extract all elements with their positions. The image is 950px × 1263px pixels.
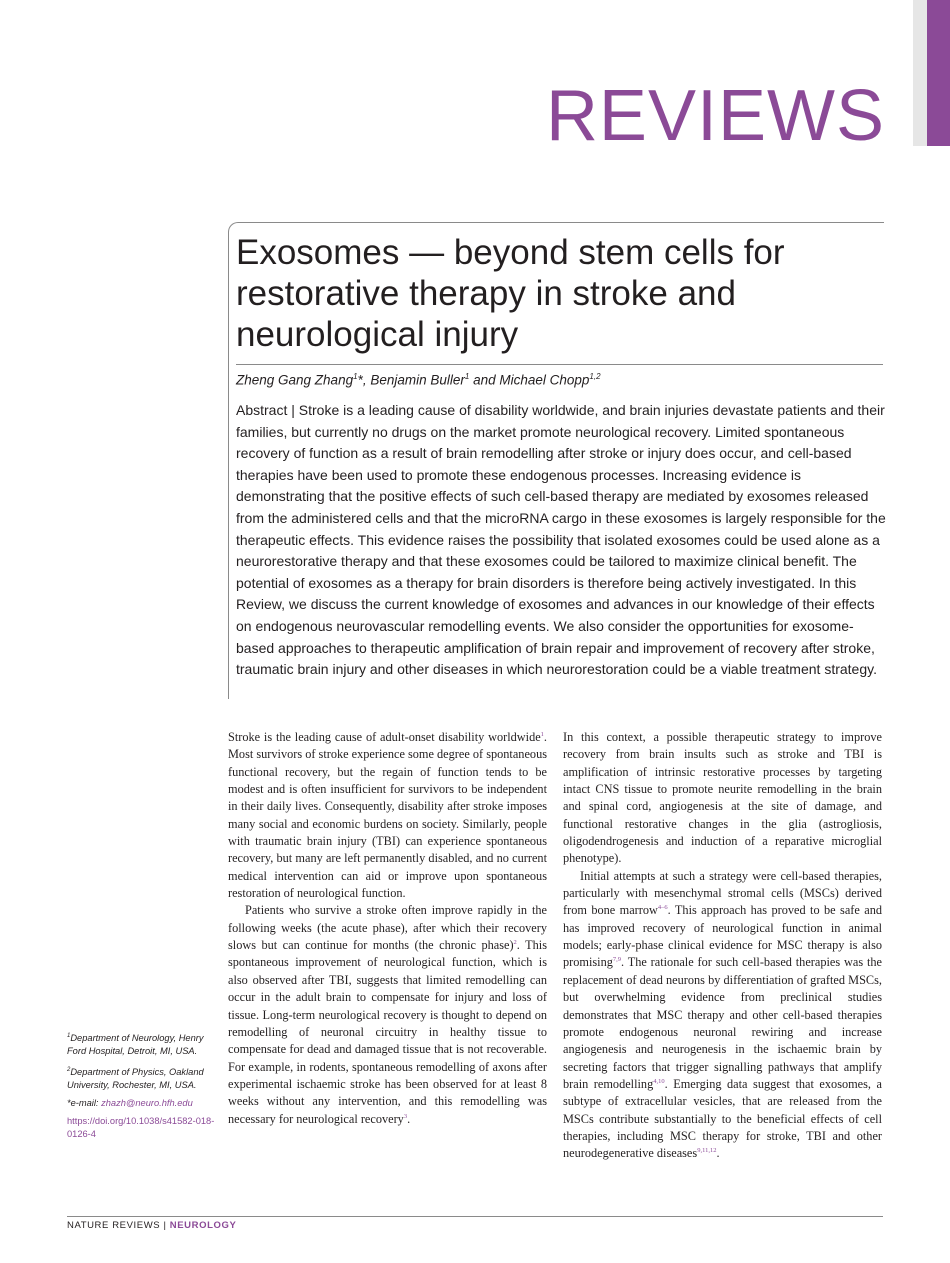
paragraph-text: Initial attempts at such a strategy were cell-based therapies, particularly with mesenchymal stromal cells (MSCs) derived from bone marrow [563,868,882,918]
paragraph-text: . [407,1111,411,1126]
doi-link[interactable]: https://doi.org/10.1038/s41582-018-0126-4 [67,1116,215,1140]
author-affiliation-mark: 1,2 [589,372,601,381]
author-affiliation-mark: 1 [464,372,470,381]
running-footer [67,1220,236,1231]
citation-link[interactable]: 2 [513,939,517,947]
abstract: Abstract | Stroke is a leading cause of disability worldwide, and brain injuries devastate patients and their families, but currently no drugs on the market promote neurological recovery. Limited spontaneous recovery of function as a result of brain remodelling after stroke or injury does occur, and cell-based therapies have been used to promote these endogenous processes. Increasing evidence is demonstrating that the positive effects of such cell-based therapy are mediated by exosomes released from the administered cells and that the microRNA cargo in these exosomes is largely responsible for the therapeutic effects. This evidence raises the possibility that isolated exosomes could be used alone as a neurorestorative therapy and that these exosomes could be tailored to maximize clinical benefit. The potential of exosomes as a therapy for brain disorders is therefore being actively investigated. In this Review, we discuss the current knowledge of exosomes and advances in our knowledge of their effects on endogenous neurovascular remodelling events. We also consider the opportunities for exosome-based approaches to therapeutic amplification of brain repair and improvement of recovery after stroke, traumatic brain injury and other diseases in which neurorestoration could be a viable treatment strategy. [236,402,886,678]
corresponding-author-mark: * [357,372,363,388]
affiliation-text: Department of Neurology, Henry Ford Hospital, Detroit, MI, USA. [67,1033,204,1057]
article-title: Exosomes — beyond stem cells for restorative therapy in stroke and neurological injury [236,233,785,354]
footer-separator: | [160,1220,170,1231]
paragraph-text: . The rationale for such cell-based therapies was the replacement of dead neurons by differentiation of grafted MSCs, but overwhelming evidence from preclinical studies demonstrates that MSC therapy and other cell-based therapies promote endogenous neuronal rewiring and increase angiogenesis and neurogenesis in the ischaemic brain by secreting factors that trigger signalling pathways that amplify brain remodelling [563,955,882,1091]
paragraph-text: . This spontaneous improvement of neurological function, which is also observed after TBI, suggests that limited remodelling can occur in the adult brain to compensate for injury and loss of tissue. Long-term neurological recovery is thought to depend on remodelling of neuronal circuitry in healthy tissue to compensate for dead and damaged tissue that is not recoverable. For example, in rodents, spontaneous remodelling of axons after experimental ischaemic stroke has been observed for at least 8 weeks without any intervention, and this remodelling was necessary for neurological recovery [228,938,547,1126]
citation-link[interactable]: 3 [403,1112,408,1120]
body-paragraph [228,902,547,1127]
author-name: Zheng Gang Zhang [236,372,354,388]
affiliation-number: 2 [67,1066,71,1073]
section-label: REVIEWS [545,76,885,156]
affiliation [67,1064,217,1093]
footer-divider [67,1216,883,1217]
affiliation-text: Department of Physics, Oakland University, Rochester, MI, USA. [67,1066,204,1090]
author-separator: , [362,372,371,388]
section-tab-accent [927,0,950,146]
affiliation-number: 1 [67,1033,71,1039]
author-separator: and [469,372,500,388]
affiliation [67,1030,217,1059]
author-name: Benjamin Buller [370,372,465,388]
author-name: Michael Chopp [499,372,590,388]
citation-link[interactable]: 9,11,12 [697,1147,717,1155]
citation-link[interactable]: 1 [540,730,544,738]
journal-section: NEUROLOGY [169,1220,237,1231]
body-column-right [563,729,882,1163]
citation-link[interactable]: 7,9 [612,956,621,964]
paragraph-text: . [716,1146,720,1161]
paragraph-text: . This approach has proved to be safe and has improved recovery of neurological function in animal models; early-phase clinical evidence for MSC therapy is also promising [563,903,882,970]
affiliations-sidebar [67,1030,217,1147]
author-affiliation-mark: 1 [353,372,358,381]
paragraph-text: Stroke is the leading cause of adult-onset disability worldwide [228,730,541,744]
body-paragraph [563,729,882,868]
citation-link[interactable]: 4–6 [657,904,668,912]
body-column-left [228,729,547,1128]
email-label: *e-mail: [67,1098,102,1108]
citation-link[interactable]: 4,10 [653,1077,665,1085]
paragraph-text: . Most survivors of stroke experience some degree of spontaneous functional recovery, but the regain of function tends to be modest and is often insufficient for survivors to be independent in their daily lives. Consequently, disability after stroke imposes many social and economic burdens on society. Similarly, people with traumatic brain injury (TBI) can experience spontaneous recovery, but many are left permanently disabled, and no current medical intervention can aid or improve upon spontaneous restoration of neurological function. [228,730,547,901]
paragraph-text: Patients who survive a stroke often improve rapidly in the following weeks (the acute phase), after which their recovery slows but can continue for months (the chronic phase) [228,903,547,953]
paragraph-text: In this context, a possible therapeutic strategy to improve recovery from brain insults such as stroke and TBI is amplification of intrinsic restorative processes by targeting intact CNS tissue to promote neurite remodelling in the brain and spinal cord, angiogenesis at the site of damage, and functional restorative changes in the glia (astrogliosis, oligodendrogenesis and induction of a reparative microglial phenotype). [563,730,882,866]
journal-name: NATURE REVIEWS [67,1220,161,1231]
paragraph-text: . Emerging data suggest that exosomes, a subtype of extracellular vesicles, that are released from the MSCs contribute substantially to the beneficial effects of cell therapies, including MSC therapy for stroke, TBI and other neurodegenerative diseases [563,1076,882,1161]
correspondence [67,1097,217,1110]
body-paragraph [563,868,882,1163]
title-divider [236,364,883,365]
author-list [236,372,876,388]
body-paragraph [228,729,547,902]
email-link[interactable]: zhazh@neuro.hfh.edu [101,1098,193,1108]
